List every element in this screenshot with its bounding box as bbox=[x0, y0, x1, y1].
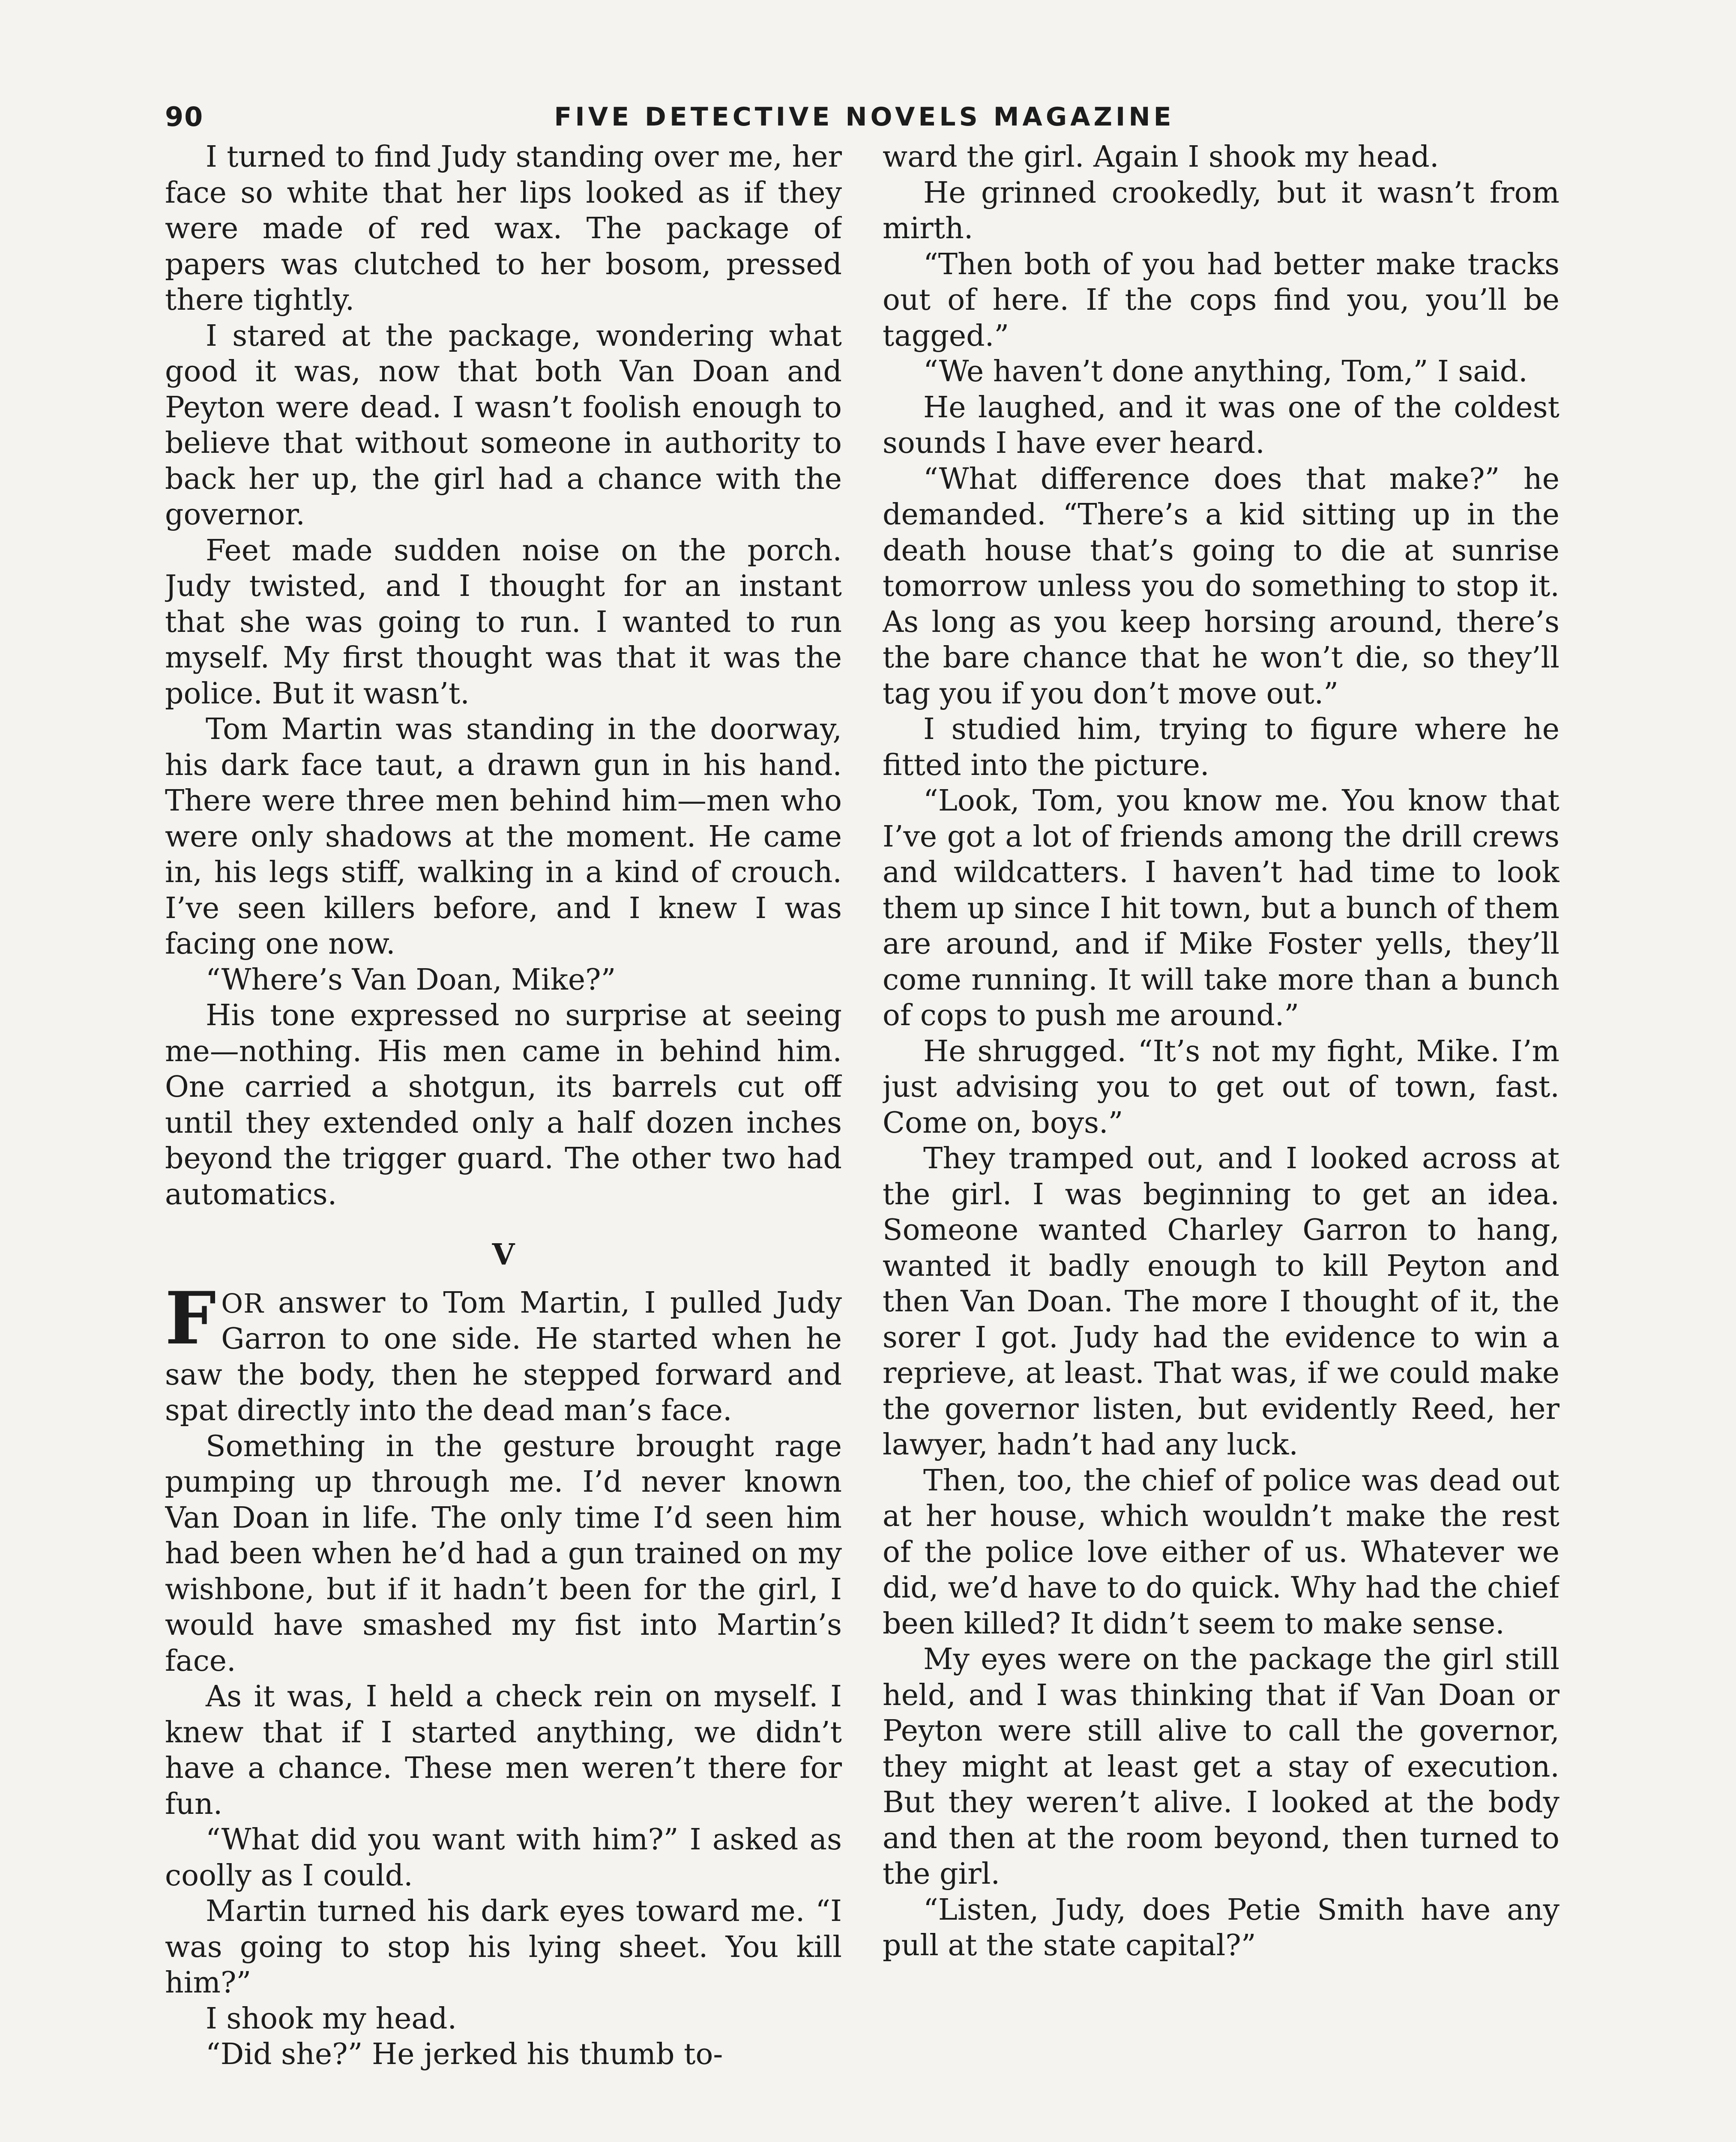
right-column bbox=[883, 139, 1559, 2142]
lead-text: answer to Tom Martin, I pulled Judy Garron to one side. He started when he saw the body, then he stepped forward and spat directly into the dead man’s face. bbox=[165, 1286, 842, 1427]
paragraph: “What difference does that make?” he demanded. “There’s a kid sitting up in the death house that’s going to die at sunrise tomorrow unless you do something to stop it. As long as you keep horsing around, there’s the bare chance that he won’t die, so they’ll tag you if you don’t move out.” bbox=[883, 462, 1559, 711]
paragraph: They tramped out, and I looked across at the girl. I was beginning to get an idea. Someone wanted Charley Garron to hang, wanted it badly enough to kill Peyton and then Van Doan. The more I thought of it, the sorer I got. Judy had the evidence to win a reprieve, at least. That was, if we could make the governor listen, but evidently Reed, her lawyer, hadn’t had any luck. bbox=[883, 1142, 1559, 1462]
paragraph: As it was, I held a check rein on myself. I knew that if I started anything, we didn’t have a chance. These men weren’t there for fun. bbox=[165, 1680, 842, 1821]
continued-paragraph: ward the girl. Again I shook my head. bbox=[883, 140, 1439, 174]
paragraph: Something in the gesture brought rage pumping up through me. I’d never known Van Doan in life. The only time I’d seen him had been when he’d had a gun trained on my wishbone, but if it hadn’t been for the girl, I would have smashed my fist into Martin’s face. bbox=[165, 1429, 842, 1678]
paragraph: “What did you want with him?” I asked as coolly as I could. bbox=[165, 1823, 842, 1893]
paragraph: “Then both of you had better make tracks out of here. If the cops find you, you’ll be tagged.” bbox=[883, 247, 1559, 353]
paragraph: “Listen, Judy, does Petie Smith have any pull at the state capital?” bbox=[883, 1893, 1559, 1963]
running-title: FIVE DETECTIVE NOVELS MAGAZINE bbox=[554, 102, 1175, 132]
paragraph: Then, too, the chief of police was dead out at her house, which wouldn’t make the rest of the police love either of us. Whatever we did, we’d have to do quick. Why had the chief been killed? It didn’t seem to make sense. bbox=[883, 1463, 1559, 1641]
paragraph: He laughed, and it was one of the coldest sounds I have ever heard. bbox=[883, 390, 1559, 460]
paragraph: I turned to find Judy standing over me, her face so white that her lips looked as if they were made of red wax. The package of papers was clutched to her bosom, pressed there tightly. bbox=[165, 140, 842, 317]
paragraph: I studied him, trying to figure where he fitted into the picture. bbox=[883, 712, 1559, 782]
left-column bbox=[165, 139, 842, 2142]
paragraph: I stared at the package, wondering what good it was, now that both Van Doan and Peyton were dead. I wasn’t foolish enough to believe that without someone in authority to back her up, the girl had a chance with the governor. bbox=[165, 319, 842, 532]
page-number: 90 bbox=[165, 101, 204, 132]
paragraph: Tom Martin was standing in the doorway, his dark face taut, a drawn gun in his hand. There were three men behind him—men who were only shadows at the moment. He came in, his legs stiff, walking in a kind of crouch. I’ve seen killers before, and I knew I was facing one now. bbox=[165, 712, 842, 961]
paragraph: I shook my head. bbox=[206, 2001, 457, 2036]
paragraph: Feet made sudden noise on the porch. Judy twisted, and I thought for an instant that she was going to run. I wanted to run myself. My first thought was that it was the police. But it wasn’t. bbox=[165, 533, 842, 711]
paragraph: “We haven’t done anything, Tom,” I said. bbox=[923, 355, 1528, 389]
paragraph: Martin turned his dark eyes toward me. “I was going to stop his lying sheet. You kill him?” bbox=[165, 1894, 842, 2000]
section-heading: V bbox=[492, 1238, 515, 1272]
page-header bbox=[165, 98, 1564, 136]
section-lead-paragraph bbox=[165, 1275, 842, 1429]
paragraph: My eyes were on the package the girl still held, and I was thinking that if Van Doan or Peyton were still alive to call the governor, they might at least get a stay of execution. But they weren’t alive. I looked at the body and then at the room beyond, then turned to the girl. bbox=[883, 1642, 1559, 1891]
paragraph: “Look, Tom, you know me. You know that I’ve got a lot of friends among the drill crews and wildcatters. I haven’t had time to look them up since I hit town, but a bunch of them are around, and if Mike Foster yells, they’ll come running. It will take more than a bunch of cops to push me around.” bbox=[883, 784, 1559, 1032]
paragraph: “Did she?” He jerked his thumb to- bbox=[206, 2037, 723, 2071]
paragraph: He shrugged. “It’s not my fight, Mike. I’m just advising you to get out of town, fast. Come on, boys.” bbox=[883, 1034, 1559, 1140]
paragraph: “Where’s Van Doan, Mike?” bbox=[206, 963, 616, 997]
paragraph: His tone expressed no surprise at seeing me—nothing. His men came in behind him. One carried a shotgun, its barrels cut off until they extended only a half dozen inches beyond the trigger guard. The other two had automatics. bbox=[165, 999, 842, 1212]
paragraph: He grinned crookedly, but it wasn’t from mirth. bbox=[883, 176, 1559, 245]
lead-caps: OR bbox=[221, 1287, 264, 1319]
drop-cap: F bbox=[165, 1275, 216, 1361]
